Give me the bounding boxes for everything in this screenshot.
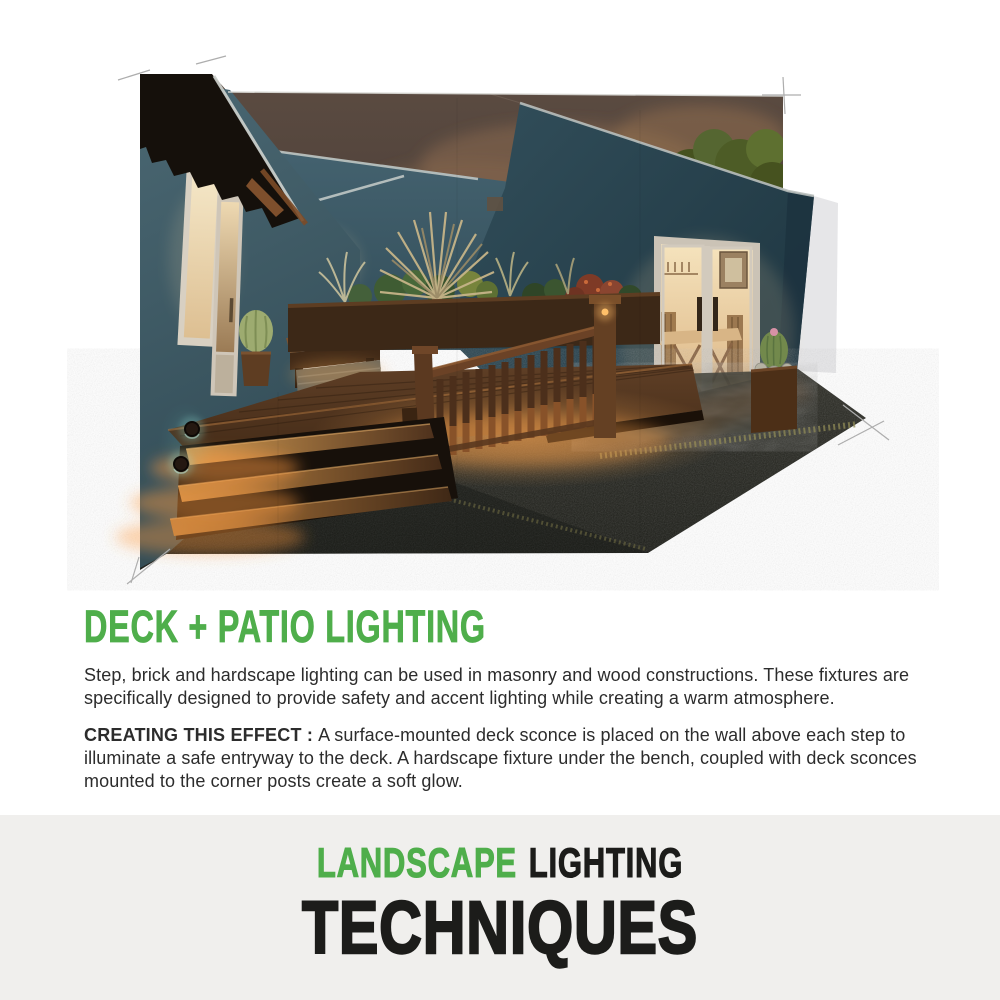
door-handle — [697, 297, 702, 331]
effect-label: CREATING THIS EFFECT : — [84, 725, 314, 745]
effect-body: A surface-mounted deck sconce is placed on the wall above each step to illuminate a safe entryway to the deck. A hardscape fixture under the bench, coupled with deck sconces mounted to the corner posts create a soft glow. — [84, 725, 917, 791]
cactus-flower — [770, 328, 778, 336]
page-title: DECK + PATIO LIGHTING — [84, 601, 486, 652]
effect-paragraph — [84, 724, 944, 793]
series-name — [130, 839, 870, 886]
gable-vent — [487, 197, 503, 211]
article-text — [84, 601, 944, 807]
series-word-landscape: LANDSCAPE — [316, 839, 517, 886]
series-title: TECHNIQUES — [301, 886, 699, 969]
corner-post — [594, 302, 616, 438]
intro-paragraph: Step, brick and hardscape lighting can be used in masonry and wood constructions. These fixtures are specifically designed to provide safety and accent lighting while creating a warm atmosphere. — [84, 665, 910, 708]
series-word-lighting: LIGHTING — [528, 839, 684, 886]
step-sconce — [179, 416, 205, 442]
step-sconce — [168, 451, 194, 477]
door-handle — [713, 297, 718, 331]
footer-banner — [0, 815, 1000, 1000]
